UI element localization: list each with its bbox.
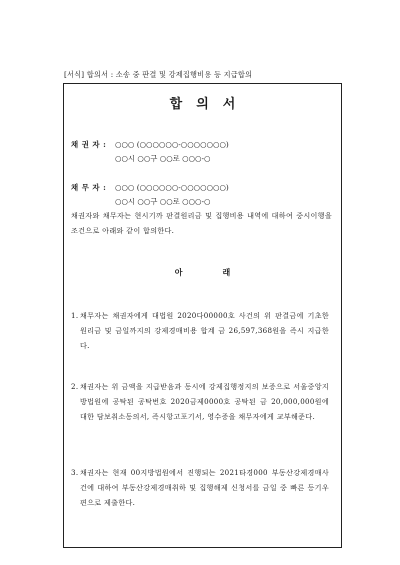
item-number: 2. xyxy=(71,382,79,391)
item-text: 채권자는 위 금액을 지급받음과 동시에 강제집행정지의 보증으로 서울중앙지방법원에 공탁된 공탁번호 2020금제0000호 공탁된 금 20,000,000원에 대한 담보취소동의서, 즉시항고포기서, 영수증을 채무자에게 교부해준다. xyxy=(80,382,329,421)
list-item xyxy=(71,379,329,424)
creditor-label: 채 권 자 : xyxy=(71,140,107,149)
item-text: 채권자는 현재 00지방법원에서 진행되는 2021타경000 부동산강제경매사건에 대하여 부동산강제경매취하 및 집행해제 신청서를 금일 중 빠른 등기우편으로 제출한다. xyxy=(80,468,329,507)
document-title: 합의서 xyxy=(169,97,250,112)
debtor-label: 채 무 자 : xyxy=(71,183,107,192)
item-number: 1. xyxy=(71,311,79,320)
debtor-name: ○○○ (○○○○○○-○○○○○○○) xyxy=(115,183,229,192)
section-heading: 아래 xyxy=(174,267,271,277)
creditor-block xyxy=(71,138,229,166)
list-item xyxy=(71,465,329,510)
agreement-frame xyxy=(63,83,342,548)
debtor-address: ○○시 ○○구 ○○로 ○○○-○ xyxy=(115,197,211,206)
intro-paragraph: 채권자와 채무자는 현시기까 판결원리금 및 집행비용 내역에 대하여 중시이행을 조건으로 아래와 같이 합의한다. xyxy=(71,211,332,235)
list-item xyxy=(71,308,329,353)
debtor-block xyxy=(71,181,229,209)
item-text: 채무자는 채권자에게 대법원 2020다00000호 사건의 위 판결금에 기초한 원리금 및 금일까지의 강제경매비용 합계 금 26,597,368원을 즉시 지급한다. xyxy=(80,311,329,350)
form-label: [서식] 합의서 : 소송 중 판결 및 강제집행비용 등 지급합의 xyxy=(64,70,253,79)
creditor-address: ○○시 ○○구 ○○로 ○○○-○ xyxy=(115,154,211,163)
item-number: 3. xyxy=(71,468,79,477)
creditor-name: ○○○ (○○○○○○-○○○○○○○) xyxy=(115,140,229,149)
